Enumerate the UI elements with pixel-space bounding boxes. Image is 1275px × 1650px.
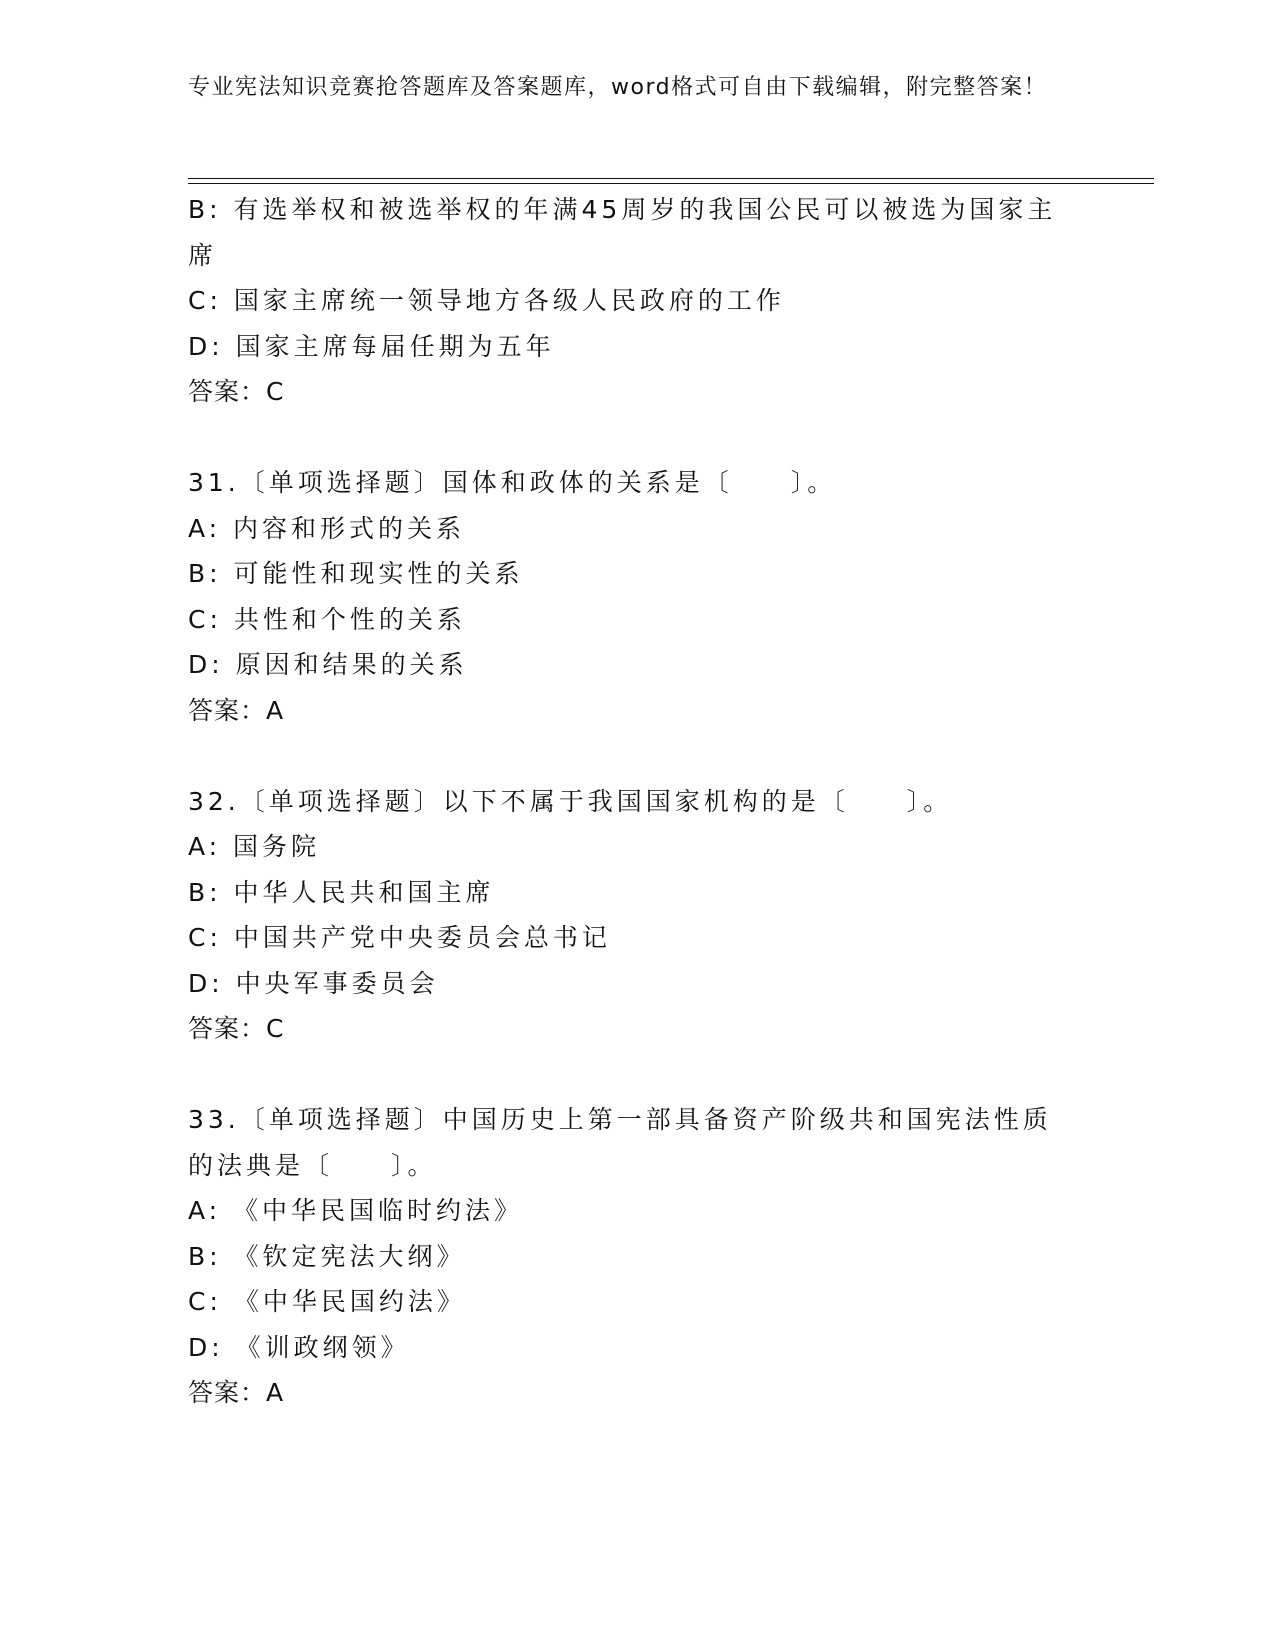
answer-line: 答案：C <box>188 377 285 406</box>
option-d: D: 原因和结果的关系 <box>188 650 468 679</box>
header-divider-top <box>188 178 1154 179</box>
option-b: B: 有选举权和被选举权的年满45周岁的我国公民可以被选为国家主席 <box>188 195 1057 270</box>
option-c: C: 中国共产党中央委员会总书记 <box>188 923 611 952</box>
option-d: D: 中央军事委员会 <box>188 968 439 998</box>
option-a: A: 内容和形式的关系 <box>188 513 466 543</box>
question-list <box>188 187 1068 1416</box>
option-a: A: 国务院 <box>188 832 321 861</box>
document-header: 专业宪法知识竞赛抢答题库及答案题库，word格式可自由下载编辑，附完整答案！ <box>188 75 1048 100</box>
option-d: D: 《训政纲领》 <box>188 1332 410 1362</box>
answer-line: 答案：A <box>188 1378 285 1407</box>
option-c: C: 《中华民国约法》 <box>188 1287 466 1316</box>
option-c: C: 国家主席统一领导地方各级人民政府的工作 <box>188 286 785 315</box>
question-stem: 31.〔单项选择题〕国体和政体的关系是〔 〕。 <box>188 468 837 497</box>
answer-line: 答案：A <box>188 695 285 725</box>
question-31 <box>188 460 1068 733</box>
question-stem: 33.〔单项选择题〕中国历史上第一部具备资产阶级共和国宪法性质的法典是〔 〕。 <box>188 1105 1052 1180</box>
answer-line: 答案：C <box>188 1014 285 1043</box>
previous-question-block <box>188 187 1068 415</box>
question-stem: 32.〔单项选择题〕以下不属于我国国家机构的是〔 〕。 <box>188 786 953 816</box>
option-b: B: 《钦定宪法大纲》 <box>188 1241 466 1271</box>
option-b: B: 中华人民共和国主席 <box>188 877 495 907</box>
question-33 <box>188 1097 1068 1416</box>
header-divider-bottom <box>188 183 1154 184</box>
option-c: C: 共性和个性的关系 <box>188 604 466 634</box>
option-d: D: 国家主席每届任期为五年 <box>188 331 555 361</box>
option-a: A: 《中华民国临时约法》 <box>188 1196 524 1225</box>
option-b: B: 可能性和现实性的关系 <box>188 559 524 588</box>
question-32 <box>188 779 1068 1052</box>
